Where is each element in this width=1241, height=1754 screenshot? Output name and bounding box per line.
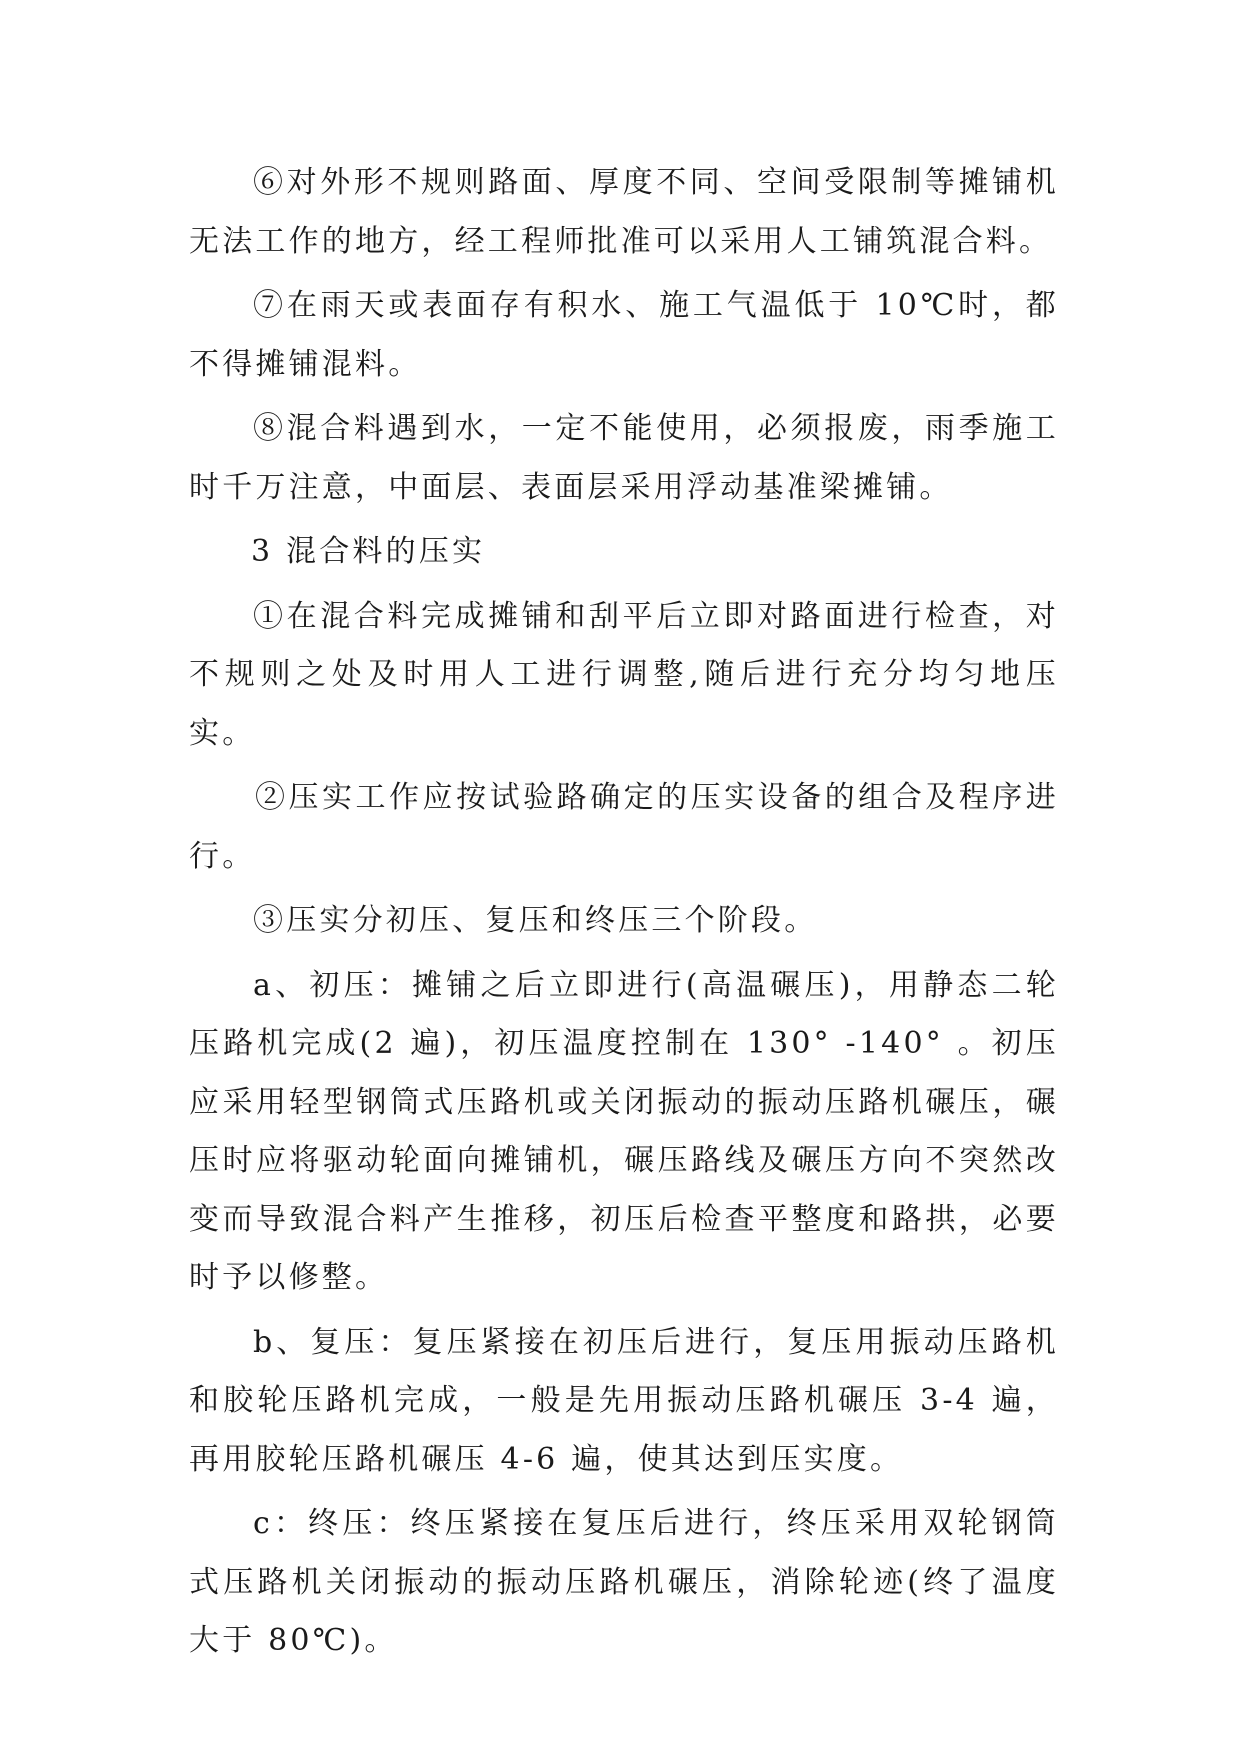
paragraph-intermediate-compaction: b、复压：复压紧接在初压后进行，复压用振动压路机和胶轮压路机完成，一般是先用振动压路机碾压 3-4 遍，再用胶轮压路机碾压 4-6 遍，使其达到压实度。: [189, 1324, 1059, 1477]
paragraph-inspection: ①在混合料完成摊铺和刮平后立即对路面进行检查，对不规则之处及时用人工进行调整,随后进行充分均匀地压实。: [189, 598, 1059, 751]
section-heading-compaction: 3 混合料的压实: [251, 534, 486, 569]
document-body: [189, 154, 1059, 1677]
paragraph-initial-compaction: a、初压：摊铺之后立即进行(高温碾压)，用静态二轮压路机完成(2 遍)，初压温度控制在 130° -140° 。初压应采用轻型钢筒式压路机或关闭振动的振动压路机碾压，碾压时应将驱动轮面向摊铺机，碾压路线及碾压方向不突然改变而导致混合料产生推移，初压后检查平整度和路拱，必要时予以修整。: [189, 967, 1059, 1295]
paragraph-compaction-stages: ③压实分初压、复压和终压三个阶段。: [253, 903, 818, 938]
paragraph-final-compaction: c：终压：终压紧接在复压后进行，终压采用双轮钢筒式压路机关闭振动的振动压路机碾压，消除轮迹(终了温度大于 80℃)。: [189, 1506, 1059, 1658]
paragraph-rain-temperature: ⑦在雨天或表面存有积水、施工气温低于 10℃时，都不得摊铺混料。: [189, 288, 1059, 382]
paragraph-compaction-procedure: ②压实工作应按试验路确定的压实设备的组合及程序进行。: [189, 780, 1059, 874]
paragraph-paver-manual-laying: ⑥对外形不规则路面、厚度不同、空间受限制等摊铺机无法工作的地方，经工程师批准可以采用人工铺筑混合料。: [189, 165, 1059, 259]
paragraph-water-contact: ⑧混合料遇到水，一定不能使用，必须报废，雨季施工时千万注意，中面层、表面层采用浮动基准梁摊铺。: [189, 411, 1059, 505]
